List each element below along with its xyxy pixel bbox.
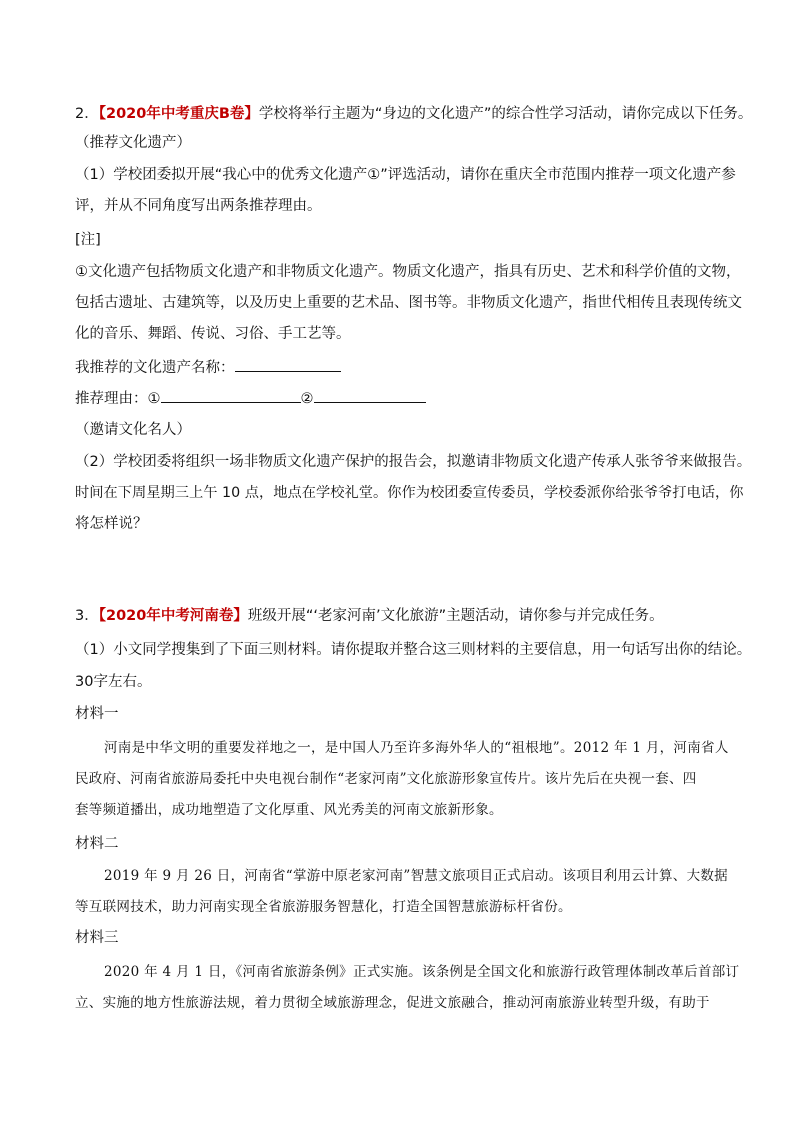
section-heading: （邀请文化名人） <box>75 422 191 438</box>
answer-line-reasons <box>75 388 426 409</box>
answer-label: 推荐理由：① <box>75 391 161 407</box>
question-stem: 班级开展“‘老家河南’文化旅游”主题活动，请你参与并完成任务。 <box>247 608 664 624</box>
material-label: 材料二 <box>75 836 119 852</box>
material-line: 民政府、河南省旅游局委托中央电视台制作“老家河南”文化旅游形象宣传片。该片先后在央视一套、四 <box>75 771 697 787</box>
section-heading: （推荐文化遗产） <box>75 135 191 151</box>
sub-question-line: 时间在下周星期三上午 10 点，地点在学校礼堂。你作为校团委宣传委员，学校委派你给张爷爷打电话，你 <box>75 485 744 501</box>
material-label: 材料三 <box>75 930 119 946</box>
note-line: 化的音乐、舞蹈、传说、习俗、手工艺等。 <box>75 326 351 342</box>
note-line: ①文化遗产包括物质文化遗产和非物质文化遗产。物质文化遗产，指具有历史、艺术和科学价值的文物， <box>75 264 741 280</box>
answer-label: ② <box>300 391 314 407</box>
sub-question-line: 评，并从不同角度写出两条推荐理由。 <box>75 198 322 214</box>
material-line: 套等频道播出，成功地塑造了文化厚重、风光秀美的河南文旅新形象。 <box>75 802 503 818</box>
q3-stem-line <box>75 606 664 626</box>
answer-line-name <box>75 357 341 378</box>
question-stem: 学校将举行主题为“身边的文化遗产”的综合性学习活动，请你完成以下任务。 <box>258 106 753 122</box>
material-line: 立、实施的地方性旅游法规，着力贯彻全域旅游理念，促进文旅融合，推动河南旅游业转型升级，有助于 <box>75 995 710 1011</box>
note-label: [注] <box>75 232 101 248</box>
question-number: 2． <box>75 106 99 122</box>
answer-label: 我推荐的文化遗产名称： <box>75 360 235 376</box>
material-line: 2019 年 9 月 26 日，河南省“掌游中原老家河南”智慧文旅项目正式启动。该项目利用云计算、大数据 <box>104 868 728 884</box>
sub-question-line: （2）学校团委将组织一场非物质文化遗产保护的报告会，拟邀请非物质文化遗产传承人张爷爷来做报告。 <box>75 454 752 470</box>
sub-question-line: （1）小文同学搜集到了下面三则材料。请你提取并整合这三则材料的主要信息，用一句话写出你的结论。 <box>75 642 752 658</box>
answer-blank[interactable] <box>314 388 426 403</box>
sub-question-line: （1）学校团委拟开展“我心中的优秀文化遗产①”评选活动，请你在重庆全市范围内推荐一项文化遗产参 <box>75 167 736 183</box>
question-source: 【2020年中考重庆B卷】 <box>98 106 259 122</box>
material-label: 材料一 <box>75 706 119 722</box>
material-line: 2020 年 4 月 1 日，《河南省旅游条例》正式实施。该条例是全国文化和旅游行政管理体制改革后首部订 <box>104 964 740 980</box>
answer-blank[interactable] <box>235 357 341 372</box>
sub-question-line: 将怎样说？ <box>75 516 148 532</box>
sub-question-line: 30字左右。 <box>75 674 152 690</box>
material-line: 等互联网技术，助力河南实现全省旅游服务智慧化，打造全国智慧旅游标杆省份。 <box>75 899 572 915</box>
material-line: 河南是中华文明的重要发祥地之一，是中国人乃至许多海外华人的“祖根地”。2012 年 1 月，河南省人 <box>104 740 729 756</box>
question-source: 【2020年中考河南卷】 <box>98 608 248 624</box>
note-line: 包括古遗址、古建筑等，以及历史上重要的艺术品、图书等。非物质文化遗产，指世代相传且表现传统文 <box>75 295 742 311</box>
question-number: 3． <box>75 608 99 624</box>
q2-stem-line <box>75 104 752 124</box>
answer-blank[interactable] <box>161 388 301 403</box>
